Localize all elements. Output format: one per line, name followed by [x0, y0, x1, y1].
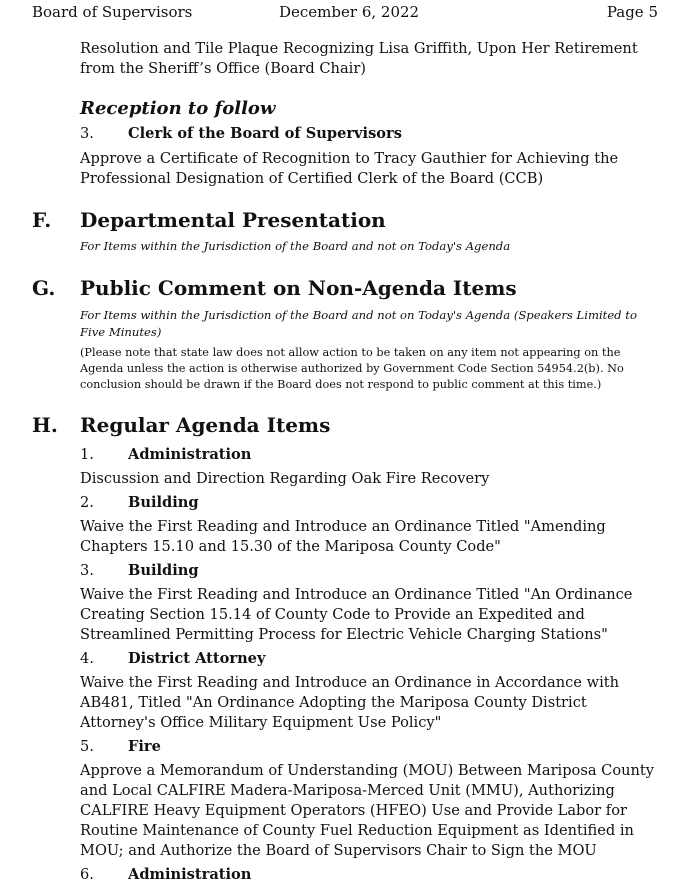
section-letter: H.	[32, 413, 58, 437]
item-number: 1.	[80, 446, 94, 463]
agenda-item-h-2	[80, 491, 680, 515]
header-page-number: Page 5	[606, 3, 658, 21]
agenda-item-h-6	[80, 863, 680, 887]
item-department: Building	[128, 494, 199, 511]
item-department: Administration	[128, 446, 252, 463]
section-letter: G.	[32, 276, 56, 300]
item-department: Fire	[128, 738, 161, 755]
section-h-heading	[0, 411, 680, 439]
agenda-item-h-1	[80, 443, 680, 467]
agenda-item-h-3	[80, 559, 680, 583]
section-title: Public Comment on Non-Agenda Items	[80, 276, 517, 300]
item-description-continued: Resolution and Tile Plaque Recognizing Lisa Griffith, Upon Her Retirement from the Sheriff’s Office (Board Chair)	[80, 40, 638, 77]
section-title: Regular Agenda Items	[80, 413, 331, 437]
section-note: For Items within the Jurisdiction of the Board and not on Today's Agenda (Speakers Limited to Five Minutes)	[80, 308, 637, 339]
item-number: 3.	[80, 562, 94, 579]
page-header	[0, 3, 680, 25]
section-note: For Items within the Jurisdiction of the Board and not on Today's Agenda	[80, 239, 511, 253]
agenda-item-h-5	[80, 735, 680, 759]
item-description: Waive the First Reading and Introduce an Ordinance Titled "Amending Chapters 15.10 and 15.30 of the Mariposa County Code"	[80, 518, 606, 555]
item-department: Building	[128, 562, 199, 579]
header-date: December 6, 2022	[279, 3, 420, 21]
section-title: Departmental Presentation	[80, 208, 386, 232]
item-department: Clerk of the Board of Supervisors	[128, 125, 402, 142]
item-number: 4.	[80, 650, 94, 667]
item-department: Administration	[128, 866, 252, 883]
item-description: Approve a Memorandum of Understanding (MOU) Between Mariposa County and Local CALFIRE Madera-Mariposa-Merced Unit (MMU), Authorizing CALFIRE Heavy Equipment Operators (HFEO) Use and Provide Labor for Routine Maintenance of County Fuel Reduction Equipment as Identified in MOU; and Authorize the Board of Supervisors Chair to Sign the MOU	[80, 762, 655, 859]
agenda-body	[0, 39, 680, 887]
item-number: 2.	[80, 494, 94, 511]
section-letter: F.	[32, 208, 52, 232]
header-board-name: Board of Supervisors	[32, 3, 193, 21]
item-number: 3.	[80, 125, 94, 142]
item-description: Waive the First Reading and Introduce an Ordinance Titled "An Ordinance Creating Section 15.14 of County Code to Provide an Expedited and Streamlined Permitting Process for Electric Vehicle Charging Stations"	[80, 586, 633, 643]
section-f-heading	[0, 206, 680, 234]
agenda-item-h-4	[80, 647, 680, 671]
item-description: Discussion and Direction Regarding Oak Fire Recovery	[80, 470, 490, 487]
item-number: 6.	[80, 866, 94, 883]
agenda-item-e-3	[80, 122, 680, 146]
section-g-heading	[0, 274, 680, 302]
item-number: 5.	[80, 738, 94, 755]
reception-note: Reception to follow	[80, 98, 276, 119]
public-comment-disclaimer: (Please note that state law does not allow action to be taken on any item not appearing on the Agenda unless the action is otherwise authorized by Government Code Section 54954.2(b). No conclusion should be drawn if the Board does not respond to public comment at this time.)	[80, 346, 624, 391]
item-description: Approve a Certificate of Recognition to Tracy Gauthier for Achieving the Professional Designation of Certified Clerk of the Board (CCB)	[80, 150, 619, 187]
item-department: District Attorney	[128, 650, 266, 667]
item-description: Waive the First Reading and Introduce an Ordinance in Accordance with AB481, Titled "An Ordinance Adopting the Mariposa County District Attorney's Office Military Equipment Use Policy"	[80, 674, 619, 731]
